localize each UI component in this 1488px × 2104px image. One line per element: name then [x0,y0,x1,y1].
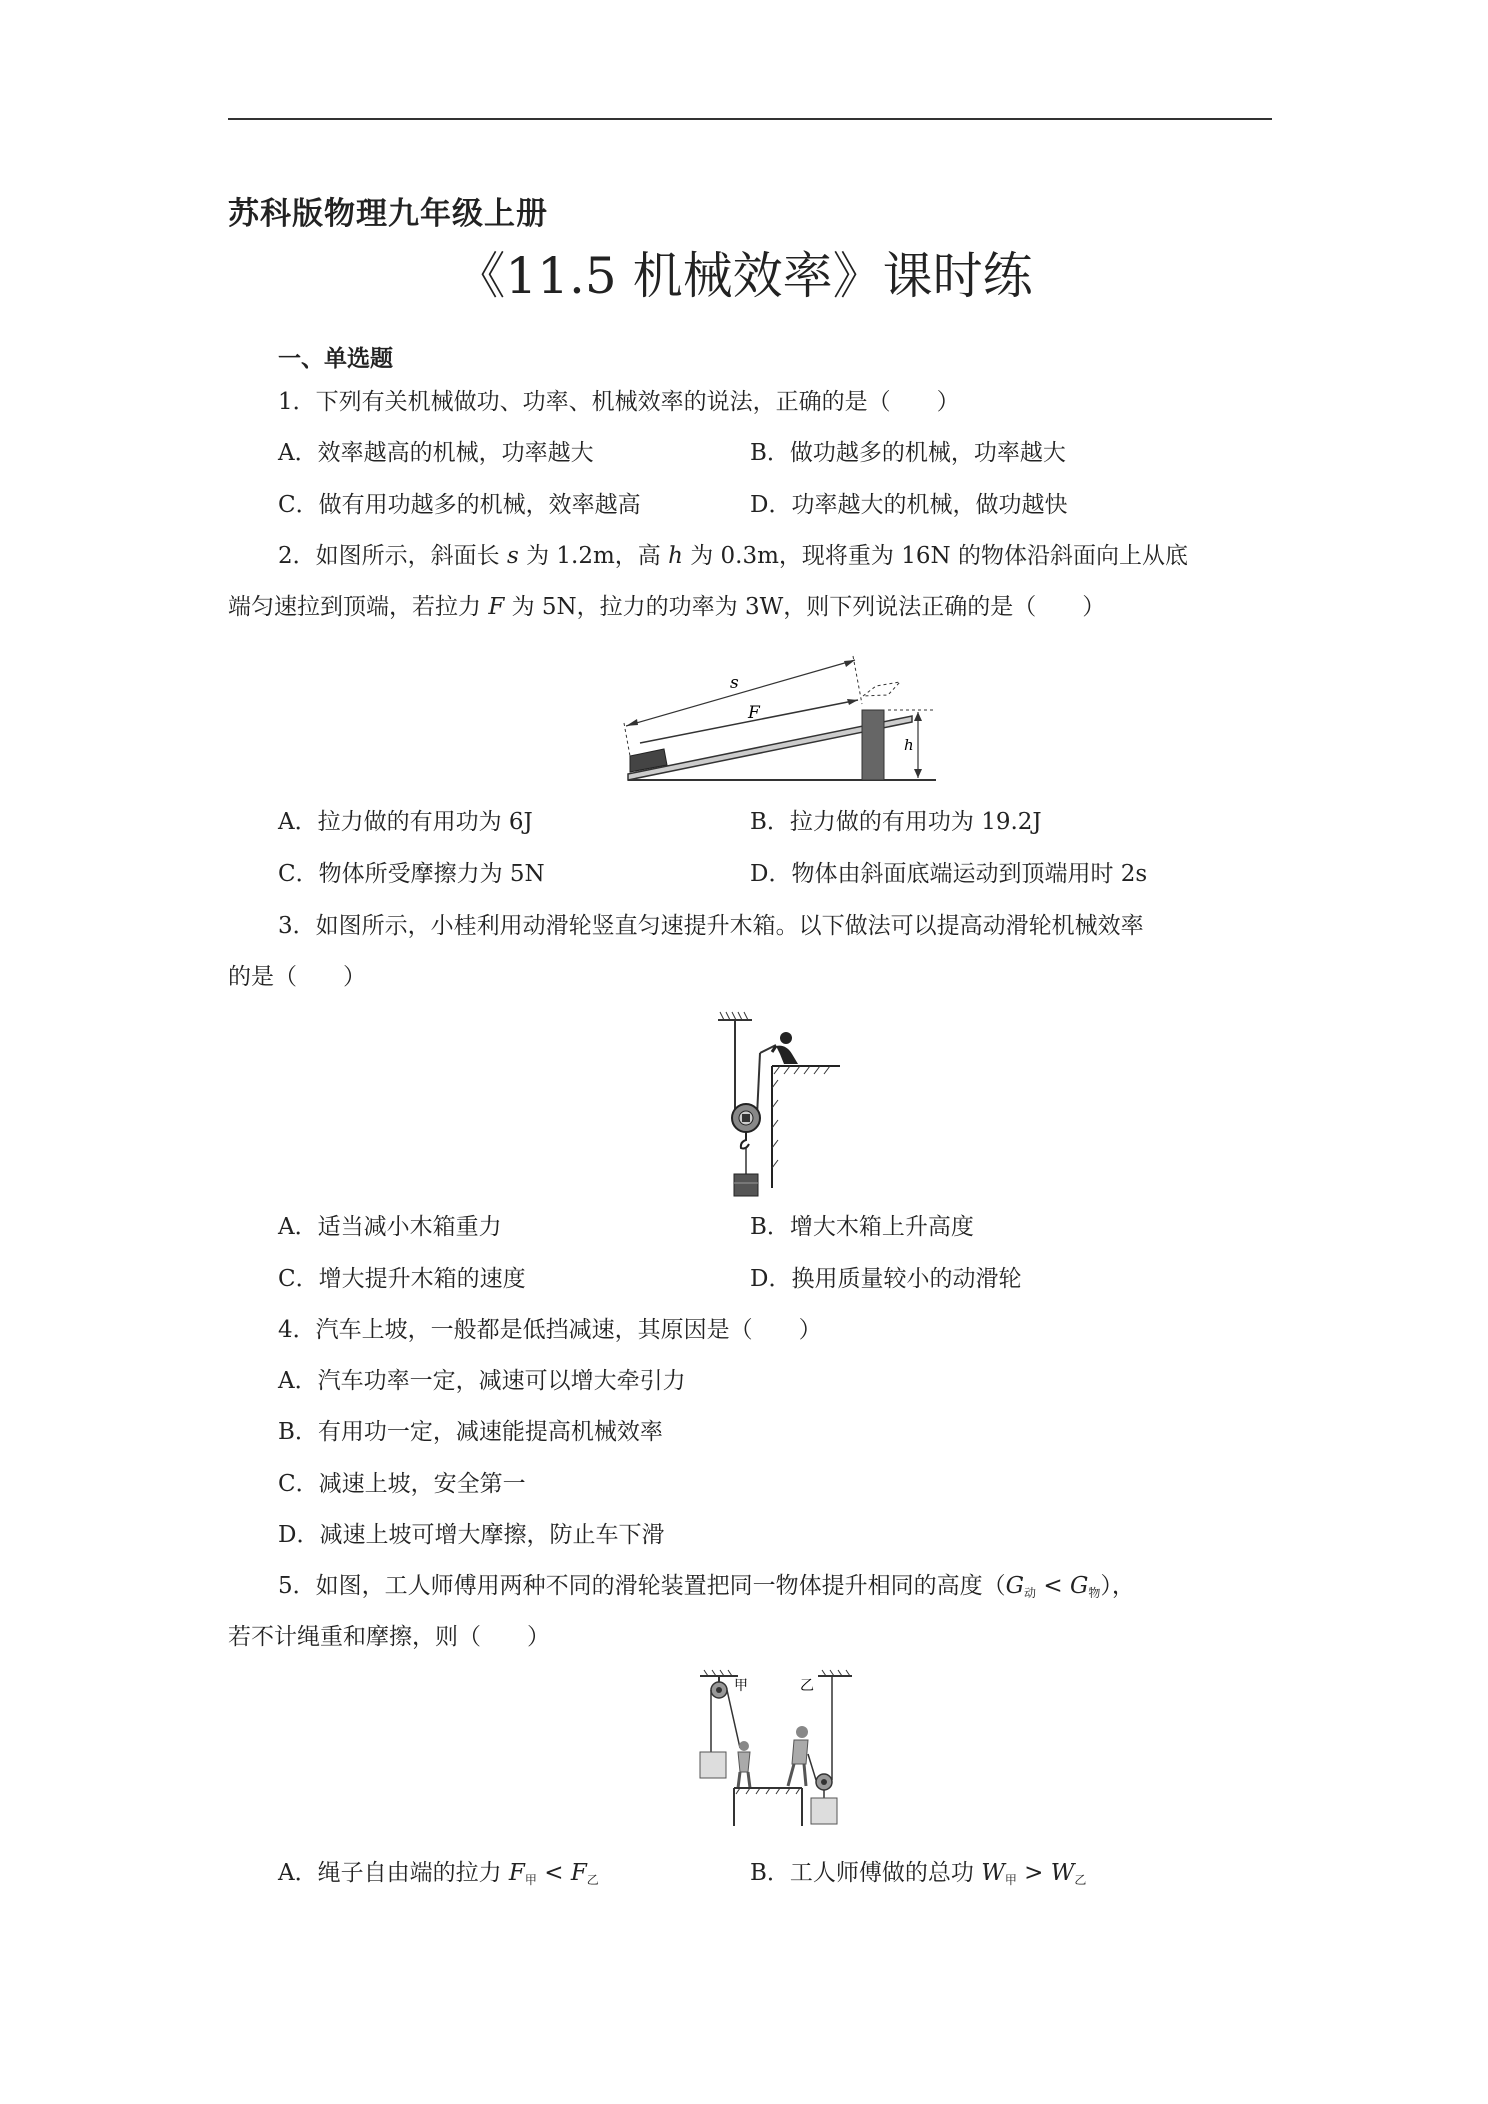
q3-stem-line1: 3．如图所示，小桂利用动滑轮竖直匀速提升木箱。以下做法可以提高动滑轮机械效率 [278,913,1144,939]
q4-stem: 4．汽车上坡，一般都是低挡减速，其原因是（ ） [278,1317,822,1343]
q3-option-d: D．换用质量较小的动滑轮 [750,1266,1022,1292]
q2-stem-line2: 端匀速拉到顶端，若拉力 F 为 5N，拉力的功率为 3W，则下列说法正确的是（ ） [228,594,1106,620]
pulley-figure [710,1008,850,1198]
fig-label-f: F [748,703,760,723]
q3-option-c: C．增大提升木箱的速度 [278,1266,526,1292]
q1-stem: 1．下列有关机械做功、功率、机械效率的说法，正确的是（ ） [278,389,960,415]
q5-stem-line2: 若不计绳重和摩擦，则（ ） [228,1624,550,1650]
q1-option-d: D．功率越大的机械，做功越快 [750,492,1068,518]
q4-option-a: A．汽车功率一定，减速可以增大牵引力 [278,1368,686,1394]
fig-label-jia: 甲 [734,1678,748,1694]
q3-option-a: A．适当减小木箱重力 [278,1214,502,1240]
q5-option-a: A．绳子自由端的拉力 $F_甲 < F_乙$ [278,1860,599,1887]
fig-label-s: s [730,673,739,693]
q4-option-c: C．减速上坡，安全第一 [278,1471,526,1497]
incline-figure [600,648,950,788]
q4-option-b: B．有用功一定，减速能提高机械效率 [278,1419,663,1445]
section-title: 一、单选题 [278,346,393,372]
fig-label-yi: 乙 [800,1678,814,1694]
q5-stem-line1: 5．如图，工人师傅用两种不同的滑轮装置把同一物体提升相同的高度$(G_动 < G_物)$， [278,1573,1135,1600]
q3-option-b: B．增大木箱上升高度 [750,1214,974,1240]
q1-option-a: A．效率越高的机械，功率越大 [278,440,594,466]
q2-option-b: B．拉力做的有用功为 19.2J [750,809,1042,835]
document-subtitle: 苏科版物理九年级上册 [228,196,548,232]
fig-label-h: h [904,736,914,754]
q3-stem-line2: 的是（ ） [228,964,366,990]
q2-option-d: D．物体由斜面底端运动到顶端用时 2s [750,861,1148,887]
two-pulley-figure [690,1668,860,1828]
q1-option-b: B．做功越多的机械，功率越大 [750,440,1066,466]
q1-option-c: C．做有用功越多的机械，效率越高 [278,492,641,518]
q2-stem-line1: 2．如图所示，斜面长 s 为 1.2m，高 h 为 0.3m，现将重为 16N 的物体沿斜面向上从底 [278,543,1188,569]
q4-option-d: D．减速上坡可增大摩擦，防止车下滑 [278,1522,665,1548]
document-title: 《11.5 机械效率》课时练 [455,247,1033,305]
q2-option-c: C．物体所受摩擦力为 5N [278,861,545,887]
q5-option-b: B．工人师傅做的总功 $W_甲 > W_乙$ [750,1860,1087,1887]
q2-option-a: A．拉力做的有用功为 6J [278,809,533,835]
header-rule [228,118,1272,120]
